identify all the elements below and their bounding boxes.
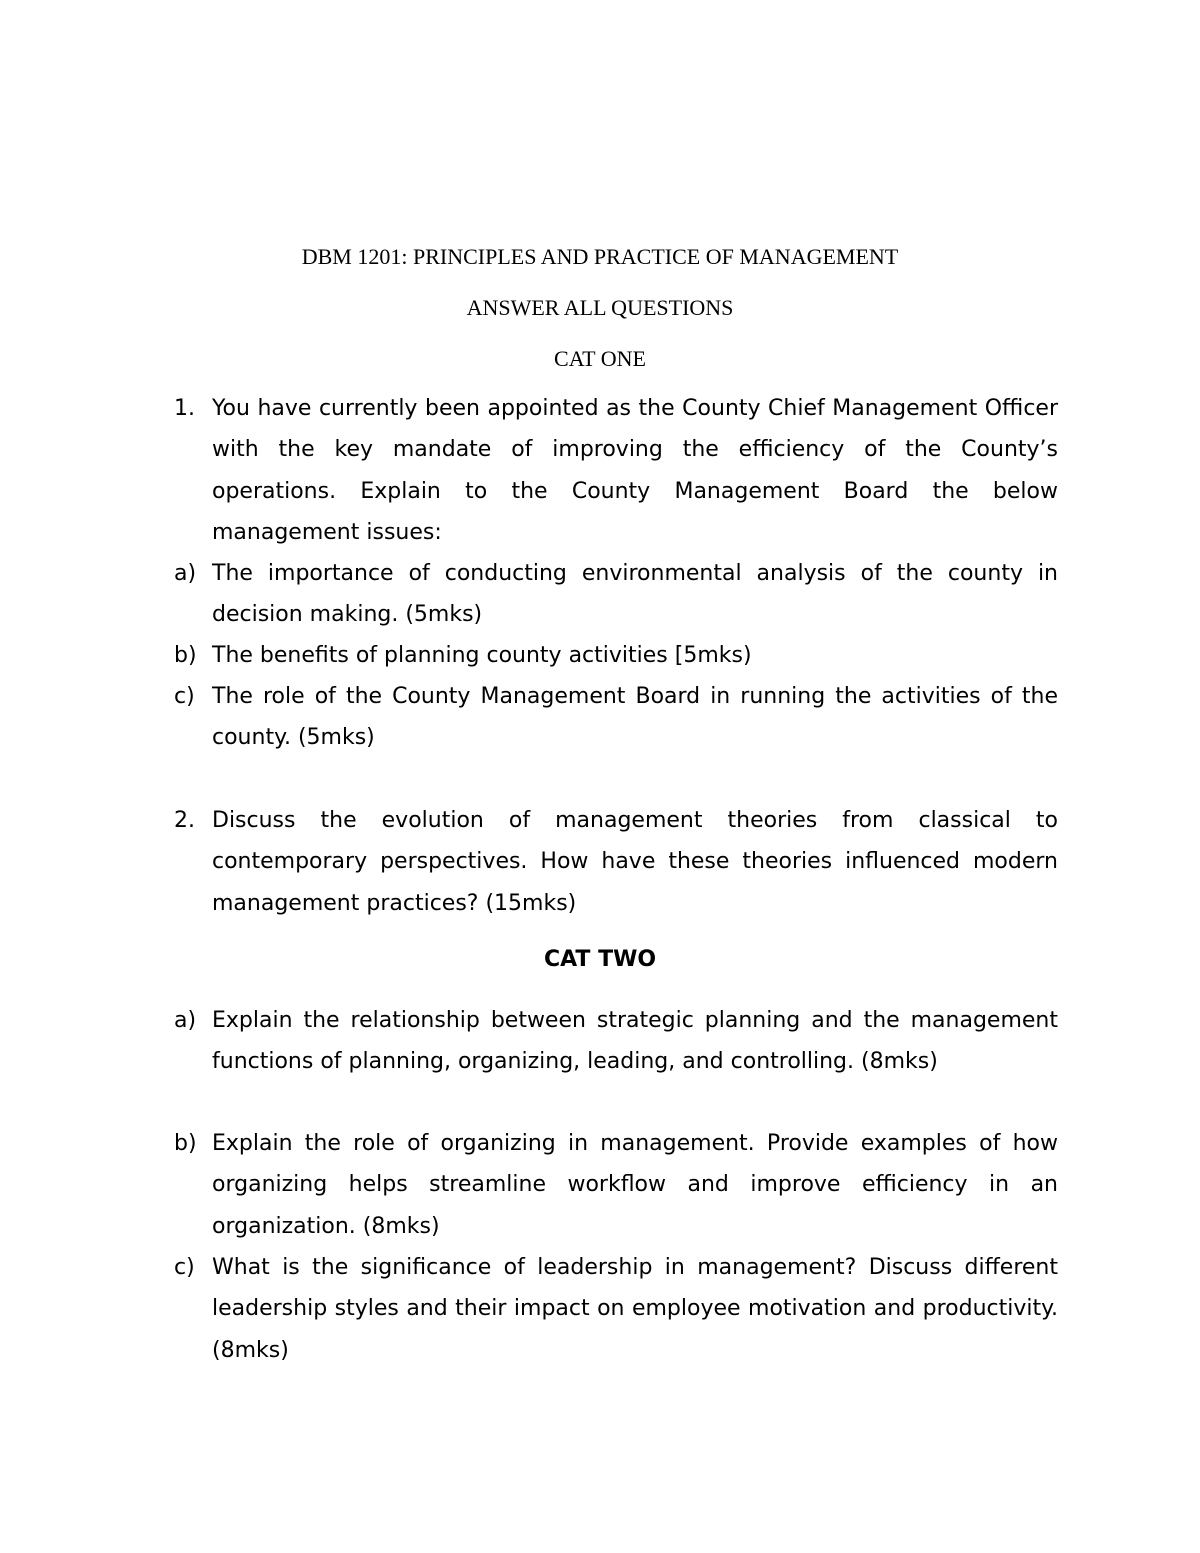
- part-text: The benefits of planning county activities [5mks): [212, 643, 752, 668]
- part-text: What is the significance of leadership in management? Discuss different leadership styles and their impact on employee motivation and productivity. (8mks): [212, 1255, 1058, 1363]
- part-text: The role of the County Management Board in running the activities of the county. (5mks): [212, 684, 1058, 751]
- cat-two-heading: CAT TWO: [543, 947, 657, 972]
- part-text: Explain the role of organizing in management. Provide examples of how organizing helps streamline workflow and improve efficiency in an organization. (8mks): [212, 1131, 1058, 1239]
- part-label: b): [174, 1131, 197, 1156]
- part-text: The importance of conducting environmental analysis of the county in decision making. (5mks): [212, 561, 1058, 628]
- question-1-part-a: [174, 553, 1058, 636]
- question-1-number: 1.: [174, 396, 195, 421]
- question-1: [174, 388, 1058, 553]
- question-1-part-b: [174, 635, 1058, 676]
- question-2: [174, 800, 1058, 924]
- part-label: b): [174, 643, 197, 668]
- cat-two-part-c: [174, 1247, 1058, 1371]
- course-title: DBM 1201: PRINCIPLES AND PRACTICE OF MANAGEMENT: [301, 244, 899, 269]
- instruction-heading: ANSWER ALL QUESTIONS: [466, 295, 734, 320]
- question-2-text: Discuss the evolution of management theories from classical to contemporary perspectives. How have these theories influenced modern management practices? (15mks): [212, 808, 1058, 916]
- cat-two-part-a: [174, 1000, 1058, 1083]
- part-label: a): [174, 561, 197, 586]
- part-label: c): [174, 1255, 195, 1280]
- question-2-number: 2.: [174, 808, 195, 833]
- part-label: c): [174, 684, 195, 709]
- question-1-part-c: [174, 676, 1058, 759]
- cat-two-part-b: [174, 1123, 1058, 1247]
- part-text: Explain the relationship between strategic planning and the management functions of planning, organizing, leading, and controlling. (8mks): [212, 1008, 1058, 1075]
- part-label: a): [174, 1008, 197, 1033]
- cat-one-heading: CAT ONE: [554, 346, 646, 371]
- question-1-text: You have currently been appointed as the County Chief Management Officer with the key mandate of improving the efficiency of the County’s operations. Explain to the County Management Board the below management issues:: [212, 396, 1058, 545]
